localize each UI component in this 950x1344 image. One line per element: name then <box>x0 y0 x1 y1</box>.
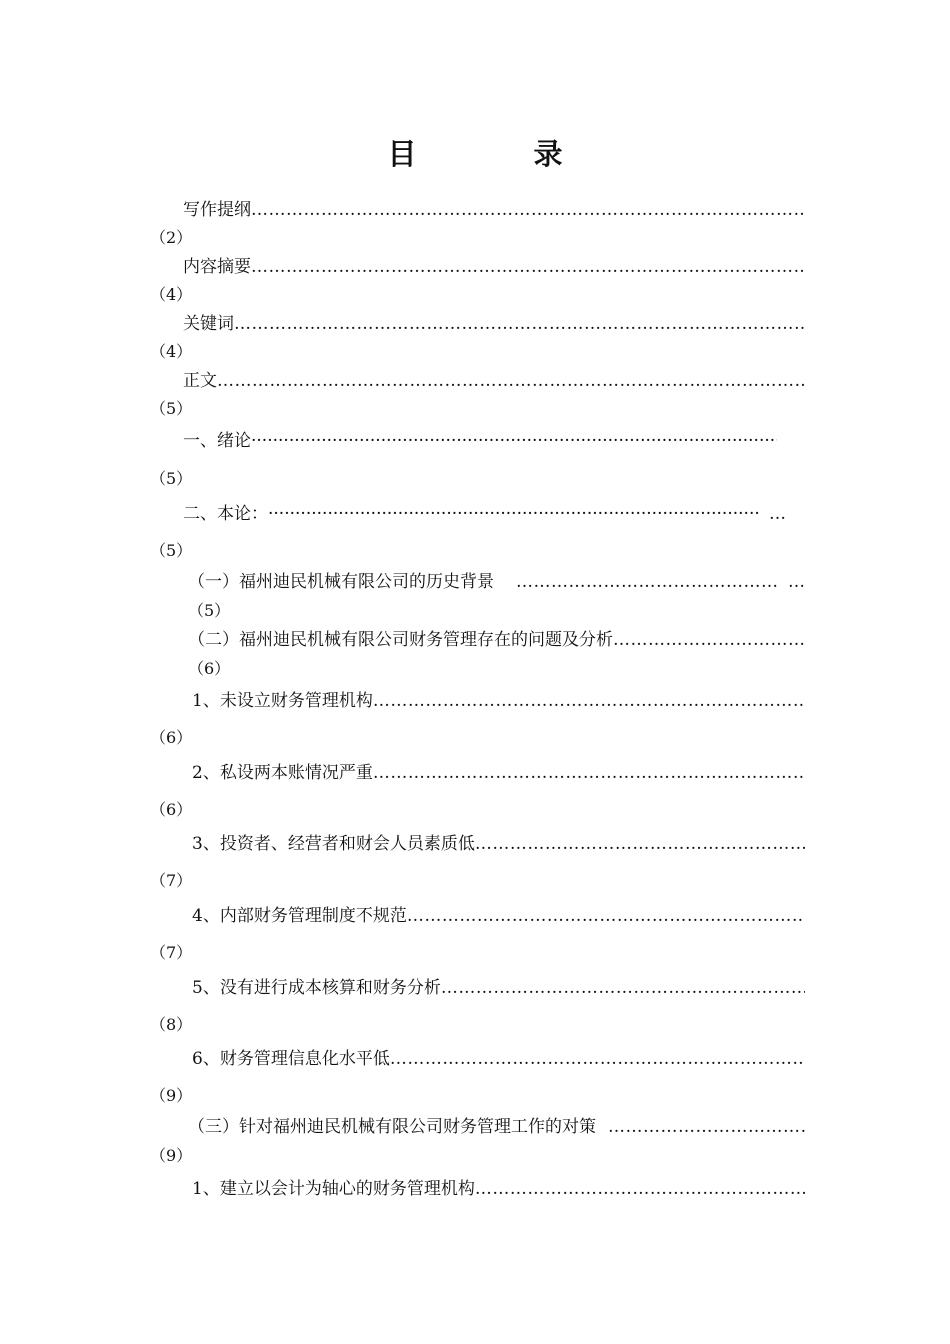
leader-dots <box>268 503 761 525</box>
toc-entry-page: （5） <box>150 541 193 560</box>
toc-entry-main-body <box>183 503 786 525</box>
leader-dots <box>608 1116 805 1138</box>
toc-entry-abstract <box>183 256 805 278</box>
toc-entry-page: （5） <box>150 399 193 418</box>
toc-entry-label: （一）福州迪民机械有限公司的历史背景 <box>188 572 494 592</box>
leader-dots <box>516 571 780 593</box>
toc-entry-label: 3、投资者、经营者和财会人员素质低 <box>192 834 475 854</box>
toc-entry-section-2 <box>188 629 805 651</box>
toc-entry-item-7 <box>192 1178 805 1200</box>
toc-entry-item-1 <box>192 690 805 712</box>
leader-dots <box>217 370 805 392</box>
leader-dots <box>390 1048 805 1070</box>
toc-entry-label: 一、绪论 <box>183 431 251 451</box>
leader-dots <box>475 1178 805 1200</box>
toc-entry-page: （4） <box>150 285 193 304</box>
toc-entry-section-3 <box>188 1116 805 1138</box>
leader-dots <box>251 430 777 452</box>
leader-dots-tail: … <box>788 572 805 592</box>
toc-entry-page: （2） <box>150 228 193 247</box>
leader-dots <box>373 690 805 712</box>
toc-entry-introduction <box>183 430 777 452</box>
toc-entry-label: 内容摘要 <box>183 257 251 277</box>
leader-dots <box>373 762 805 784</box>
toc-entry-label: （二）福州迪民机械有限公司财务管理存在的问题及分析 <box>188 630 613 650</box>
toc-title: 目 录 <box>387 137 607 171</box>
toc-entry-label: 二、本论： <box>183 504 268 524</box>
toc-entry-label: 写作提纲 <box>183 200 251 220</box>
toc-entry-label: 1、未设立财务管理机构 <box>192 691 373 711</box>
toc-entry-label: 关键词 <box>183 314 234 334</box>
leader-dots <box>407 905 805 927</box>
toc-entry-item-2 <box>192 762 805 784</box>
toc-entry-page: （5） <box>150 469 193 488</box>
toc-entry-item-3 <box>192 833 805 855</box>
leader-dots-tail: … <box>769 504 786 524</box>
toc-entry-page: （6） <box>150 800 193 819</box>
toc-entry-item-4 <box>192 905 805 927</box>
toc-entry-keywords <box>183 313 805 335</box>
toc-entry-section-1 <box>188 571 805 593</box>
toc-entry-outline <box>183 199 805 221</box>
toc-entry-item-6 <box>192 1048 805 1070</box>
toc-entry-body <box>183 370 805 392</box>
leader-dots <box>251 199 805 221</box>
leader-dots <box>441 977 805 999</box>
toc-entry-label: 正文 <box>183 371 217 391</box>
leader-dots <box>251 256 805 278</box>
toc-entry-page: （8） <box>150 1015 193 1034</box>
toc-entry-label: 5、没有进行成本核算和财务分析 <box>192 978 441 998</box>
toc-entry-page: （9） <box>150 1146 193 1165</box>
toc-entry-label: 4、内部财务管理制度不规范 <box>192 906 407 926</box>
toc-entry-page: （6） <box>188 659 231 678</box>
toc-entry-label: 1、建立以会计为轴心的财务管理机构 <box>192 1179 475 1199</box>
toc-entry-page: （9） <box>150 1086 193 1105</box>
toc-entry-label: 2、私设两本账情况严重 <box>192 763 373 783</box>
toc-entry-label: 6、财务管理信息化水平低 <box>192 1049 390 1069</box>
toc-entry-page: （5） <box>188 601 231 620</box>
leader-dots <box>475 833 805 855</box>
toc-entry-page: （6） <box>150 728 193 747</box>
toc-entry-label: （三）针对福州迪民机械有限公司财务管理工作的对策 <box>188 1117 596 1137</box>
leader-dots <box>613 629 805 651</box>
leader-dots <box>234 313 805 335</box>
toc-entry-page: （7） <box>150 871 193 890</box>
toc-entry-page: （4） <box>150 342 193 361</box>
toc-entry-page: （7） <box>150 943 193 962</box>
toc-entry-item-5 <box>192 977 805 999</box>
